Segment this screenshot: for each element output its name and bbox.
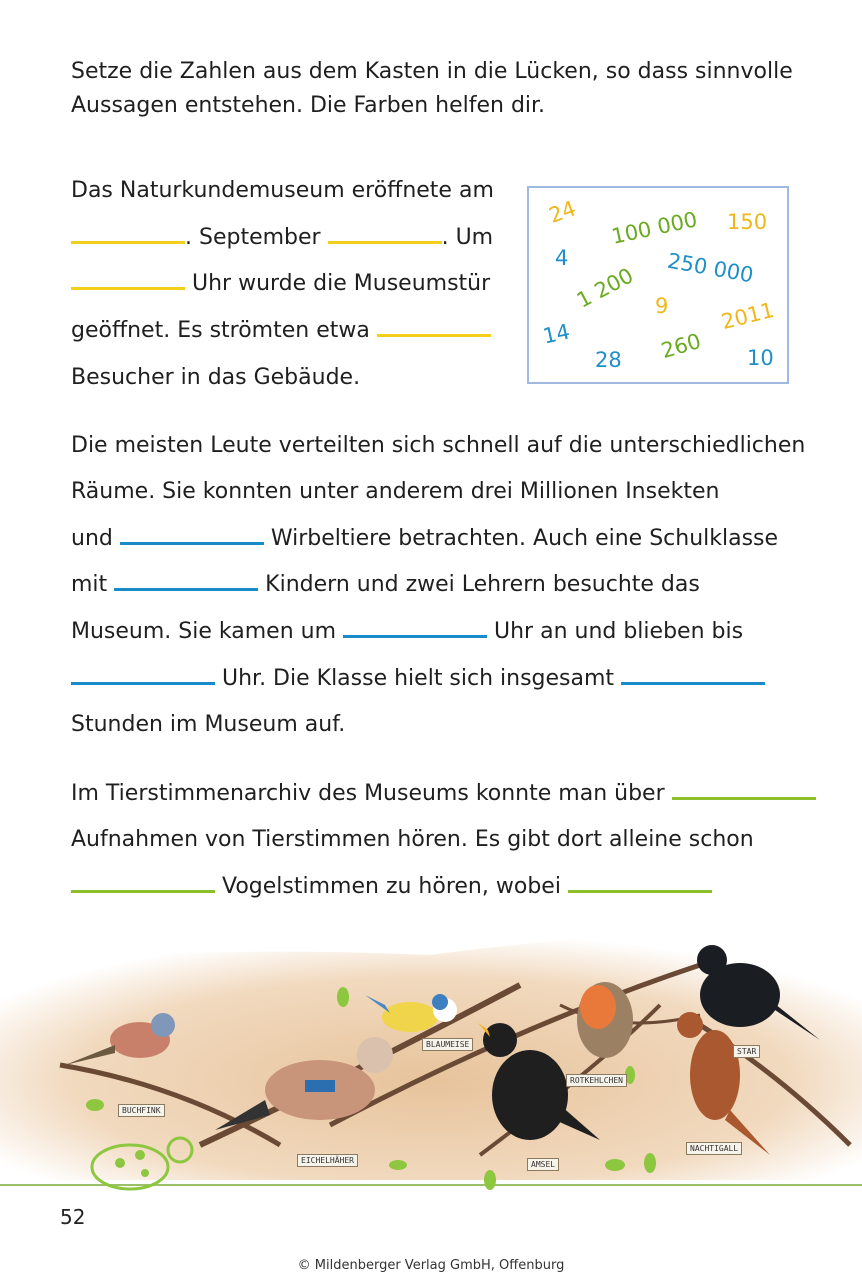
blank-opening-hour[interactable] <box>71 287 185 290</box>
blank-bird-voices[interactable] <box>71 890 215 893</box>
instruction-line-1: Setze die Zahlen aus dem Kasten in die Lücken, so dass sinnvolle <box>71 59 793 84</box>
para3-line-2: Aufnahmen von Tierstimmen hören. Es gibt dort alleine schon <box>71 827 754 852</box>
para2-line-2: Räume. Sie konnten unter anderem drei Millionen Insekten <box>71 479 720 504</box>
blank-departure-hour[interactable] <box>71 682 215 685</box>
number-100000: 100 000 <box>609 207 700 249</box>
number-28: 28 <box>595 348 622 372</box>
page-number: 52 <box>60 1205 86 1229</box>
copyright-footer: © Mildenberger Verlag GmbH, Offenburg <box>297 1258 565 1273</box>
para1-line-1: Das Naturkundemuseum eröffnete am <box>71 178 494 203</box>
blank-hours-total[interactable] <box>621 682 765 685</box>
number-box <box>527 186 789 384</box>
para1-line-4: geöffnet. Es strömten etwa <box>71 317 491 345</box>
number-24: 24 <box>545 196 580 228</box>
para1-line-3: Uhr wurde die Museumstür <box>71 270 490 298</box>
number-1200: 1 200 <box>572 263 638 313</box>
para2-line-6: Uhr. Die Klasse hielt sich insgesamt <box>71 665 765 693</box>
number-10: 10 <box>747 346 774 370</box>
blank-arrival-hour[interactable] <box>343 635 487 638</box>
number-2011: 2011 <box>718 297 777 335</box>
label-rotkehlchen: ROTKEHLCHEN <box>566 1074 627 1087</box>
para2-line-3: und Wirbeltiere betrachten. Auch eine Schulklasse <box>71 526 779 551</box>
blank-year[interactable] <box>328 241 442 244</box>
number-14: 14 <box>540 319 572 349</box>
para3-line-3: Vogelstimmen zu hören, wobei <box>71 873 712 901</box>
label-eichelhaher: EICHELHÄHER <box>297 1154 358 1167</box>
label-nachtigall: NACHTIGALL <box>686 1142 742 1155</box>
para2-line-7: Stunden im Museum auf. <box>71 712 346 737</box>
para2-line-1: Die meisten Leute verteilten sich schnell auf die unterschiedlichen <box>71 433 806 458</box>
label-blaumeise: BLAUMEISE <box>422 1038 473 1051</box>
number-9: 9 <box>655 294 669 318</box>
number-150: 150 <box>727 210 768 234</box>
number-4: 4 <box>555 246 569 270</box>
para1-line-2: . September . Um <box>71 224 493 252</box>
blank-vertebrates[interactable] <box>120 542 264 545</box>
blank-children[interactable] <box>114 588 258 591</box>
label-star: STAR <box>733 1045 760 1058</box>
para2-line-4: mit Kindern und zwei Lehrern besuchte das <box>71 572 700 597</box>
number-260: 260 <box>658 328 704 364</box>
label-buchfink: BUCHFINK <box>118 1104 165 1117</box>
number-250000: 250 000 <box>665 248 756 288</box>
blank-native-birds[interactable] <box>568 890 712 893</box>
para2-line-5: Museum. Sie kamen um Uhr an und blieben bis <box>71 619 744 644</box>
para3-line-1: Im Tierstimmenarchiv des Museums konnte man über <box>71 780 816 808</box>
para1-line-5: Besucher in das Gebäude. <box>71 365 361 390</box>
blank-day[interactable] <box>71 241 185 244</box>
blank-recordings[interactable] <box>672 797 816 800</box>
blank-visitors[interactable] <box>377 334 491 337</box>
label-amsel: AMSEL <box>527 1158 559 1171</box>
instruction-line-2: Aussagen entstehen. Die Farben helfen dir. <box>71 93 546 118</box>
